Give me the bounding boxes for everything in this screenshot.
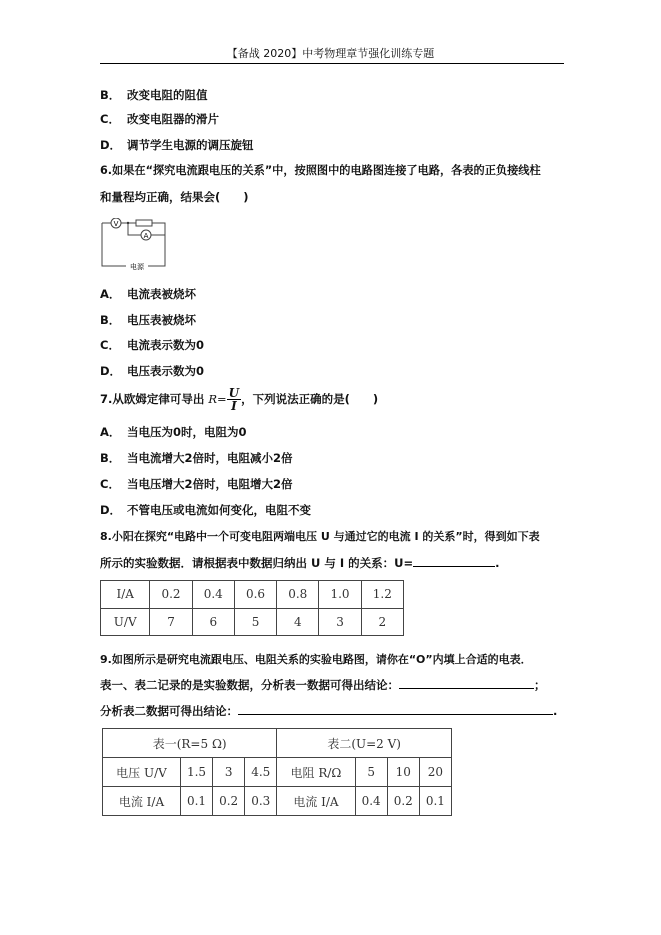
q8-line2-text: 所示的实验数据．请根据表中数据归纳出 U 与 I 的关系：U= xyxy=(100,556,414,570)
option-text: 调节学生电源的调压旋钮 xyxy=(127,138,254,152)
table-cell: 0.6 xyxy=(234,581,276,609)
option-label: D． xyxy=(100,138,122,152)
table-cell: 5 xyxy=(234,608,276,636)
q5-option-d xyxy=(100,137,254,153)
circuit-diagram xyxy=(100,218,172,270)
q8-data-table xyxy=(100,580,404,636)
q9-line2-text: 表一、表二记录的是实验数据，分析表一数据可得出结论： xyxy=(100,678,399,692)
option-label: C． xyxy=(100,112,120,126)
formula-numerator: U xyxy=(228,386,240,400)
option-label: A． xyxy=(100,425,121,439)
formula-denominator: I xyxy=(231,399,237,413)
q7-prefix: 7.从欧姆定律可导出 xyxy=(100,392,209,406)
option-label: B． xyxy=(100,451,121,465)
q6-option-a xyxy=(100,286,196,302)
q6-stem-line1: 6.如果在“探究电流跟电压的关系”中，按照图中的电路图连接了电路，各表的正负接线柱 xyxy=(100,164,541,177)
q6-option-d xyxy=(100,363,204,379)
table-cell: 0.2 xyxy=(387,787,419,816)
option-label: B． xyxy=(100,88,121,102)
table-row xyxy=(101,608,404,636)
table-cell: I/A xyxy=(101,581,150,609)
table-cell: 电压 U/V xyxy=(103,758,181,787)
option-label: D． xyxy=(100,364,122,378)
table-cell: 0.1 xyxy=(180,787,212,816)
option-label: D． xyxy=(100,503,122,517)
table2-title: 表二(U=2 V) xyxy=(277,729,452,758)
table-cell: 0.2 xyxy=(150,581,192,609)
q6-option-c xyxy=(100,337,204,353)
table-cell: 3 xyxy=(319,608,361,636)
page-header: 【备战 2020】中考物理章节强化训练专题 xyxy=(226,47,435,60)
ammeter-label: A xyxy=(143,232,149,240)
voltmeter-label: V xyxy=(113,220,119,228)
table-cell: 0.3 xyxy=(245,787,277,816)
option-text: 当电流增大2倍时，电阻减小2倍 xyxy=(127,451,293,465)
option-text: 改变电阻的阻值 xyxy=(127,88,208,102)
formula-lhs: R= xyxy=(208,392,227,406)
option-text: 当电压增大2倍时，电阻增大2倍 xyxy=(127,477,293,491)
answer-blank[interactable] xyxy=(413,555,495,567)
option-text: 电压表被烧坏 xyxy=(127,313,196,327)
header-divider xyxy=(100,63,564,64)
table-cell: 电流 I/A xyxy=(277,787,355,816)
option-label: C． xyxy=(100,338,120,352)
table-cell: 0.4 xyxy=(192,581,234,609)
table-cell: 0.2 xyxy=(213,787,245,816)
option-text: 当电压为0时，电阻为0 xyxy=(127,425,247,439)
table1-title: 表一(R=5 Ω) xyxy=(103,729,277,758)
option-label: B． xyxy=(100,313,121,327)
answer-blank[interactable] xyxy=(238,703,553,715)
q7-option-b xyxy=(100,450,293,466)
q9-stem-line3 xyxy=(100,703,557,719)
table-cell: U/V xyxy=(101,608,150,636)
table-cell: 1.0 xyxy=(319,581,361,609)
table-cell: 2 xyxy=(361,608,403,636)
q6-stem-line2: 和量程均正确，结果会( ) xyxy=(100,190,249,204)
table-cell: 0.1 xyxy=(419,787,451,816)
q7-option-a xyxy=(100,424,247,440)
option-text: 电流表示数为0 xyxy=(127,338,205,352)
q9-line3-end: . xyxy=(553,704,558,718)
answer-blank[interactable] xyxy=(399,677,534,689)
table-cell: 电阻 R/Ω xyxy=(277,758,355,787)
table-cell: 20 xyxy=(419,758,451,787)
q9-data-table xyxy=(102,728,452,816)
table-cell: 0.8 xyxy=(277,581,319,609)
table-cell: 6 xyxy=(192,608,234,636)
q9-stem-line1: 9.如图所示是研究电流跟电压、电阻关系的实验电路图，请你在“O”内填上合适的电表． xyxy=(100,653,532,666)
q8-line2-end: . xyxy=(495,556,500,570)
q9-line3-text: 分析表二数据可得出结论： xyxy=(100,704,238,718)
option-text: 电流表被烧坏 xyxy=(127,287,196,301)
q7-option-c xyxy=(100,476,293,492)
table-cell: 4 xyxy=(277,608,319,636)
formula-fraction xyxy=(227,387,241,412)
option-text: 电压表示数为0 xyxy=(127,364,205,378)
table-cell: 0.4 xyxy=(355,787,387,816)
option-text: 不管电压或电流如何变化，电阻不变 xyxy=(127,503,311,517)
option-label: C． xyxy=(100,477,120,491)
table-cell: 7 xyxy=(150,608,192,636)
table-cell: 4.5 xyxy=(245,758,277,787)
option-text: 改变电阻器的滑片 xyxy=(127,112,219,126)
table-cell: 1.2 xyxy=(361,581,403,609)
table-row xyxy=(103,787,452,816)
q8-stem-line2 xyxy=(100,555,499,571)
q9-stem-line2 xyxy=(100,677,546,693)
table-row xyxy=(103,758,452,787)
q8-stem-line1: 8.小阳在探究“电路中一个可变电阻两端电压 U 与通过它的电流 I 的关系”时，得到如下表 xyxy=(100,530,540,543)
table-cell: 10 xyxy=(387,758,419,787)
q9-line2-end: ； xyxy=(534,678,546,692)
q5-option-c xyxy=(100,111,219,127)
q7-suffix: ，下列说法正确的是( ) xyxy=(241,392,379,406)
table-row xyxy=(101,581,404,609)
table-cell: 3 xyxy=(213,758,245,787)
q6-option-b xyxy=(100,312,196,328)
power-source-label: 电源 xyxy=(130,263,144,270)
q5-option-b xyxy=(100,87,208,103)
q7-stem xyxy=(100,384,378,414)
table-cell: 1.5 xyxy=(180,758,212,787)
option-label: A． xyxy=(100,287,121,301)
table-cell: 电流 I/A xyxy=(103,787,181,816)
table-cell: 5 xyxy=(355,758,387,787)
table-header-row xyxy=(103,729,452,758)
q7-option-d xyxy=(100,502,311,518)
